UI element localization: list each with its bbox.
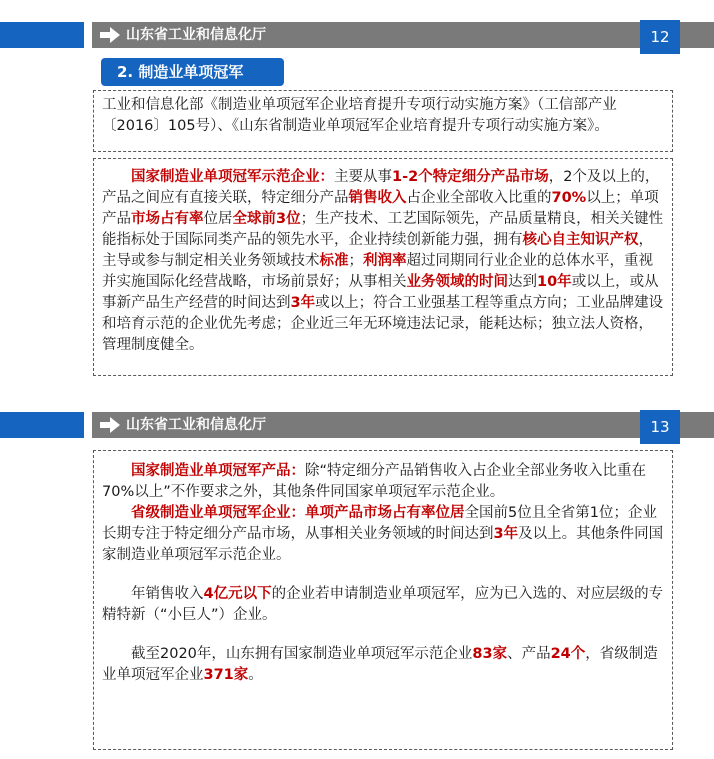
highlight: 标准 [319, 253, 349, 269]
highlight: 24个 [550, 646, 586, 662]
provincial-label: 省级制造业单项冠军企业： [131, 505, 305, 521]
text: ，省级制造业单项冠军企业 [102, 646, 658, 683]
highlight: 全球前3位 [232, 211, 301, 227]
slide-header [0, 22, 714, 48]
slide-13 [0, 412, 714, 759]
text: 或以上；符合工业强基工程等重点方向；工业品牌建设和培育示范的企业优先考虑；企业近三年无环境违法记录，能耗达标；独立法人资格，管理制度健全。 [102, 295, 664, 353]
text: 超过同期同行业企业的总体水平，重视并实施国际化经营战略，市场前景好；从事相关 [102, 253, 653, 290]
product-criteria [102, 461, 664, 503]
text: 达到 [508, 274, 537, 290]
text: 占企业全部收入比重的 [406, 190, 552, 206]
right-arrow-icon [100, 27, 120, 43]
text: ； [348, 253, 363, 269]
champion-rules-box [93, 450, 673, 750]
highlight: 单项产品市场占有率位居 [305, 505, 465, 521]
spacer [102, 626, 664, 644]
champion-criteria-text [102, 167, 664, 356]
section-subtitle: 2. 制造业单项冠军 [101, 58, 284, 86]
highlight: 1-2个特定细分产品市场 [392, 169, 549, 185]
sales-rule [102, 584, 664, 626]
highlight: 利润率 [363, 253, 407, 269]
text: 及以上。其他条件同国家制造业单项冠军示范企业。 [102, 526, 664, 563]
right-arrow-icon [100, 417, 120, 433]
product-label: 国家制造业单项冠军产品： [131, 463, 305, 479]
intro-text: 工业和信息化部《制造业单项冠军企业培育提升专项行动实施方案》（工信部产业〔2016〕105号）、《山东省制造业单项冠军企业培育提升专项行动实施方案》。 [102, 97, 617, 134]
text: ，2个及以上的，产品之间应有直接关联，特定细分产品 [102, 169, 660, 206]
text: 除“特定细分产品销售收入占企业全部业务收入比重在70%以上”不作要求之外，其他条件同国家单项冠军示范企业。 [102, 463, 647, 500]
spacer [102, 566, 664, 584]
text: 的企业若申请制造业单项冠军，应为已入选的、对应层级的专精特新（“小巨人”）企业。 [102, 586, 664, 623]
highlight: 3年 [290, 295, 316, 311]
text: 或以上，或从事新产品生产经营的时间达到 [102, 274, 659, 311]
highlight: 业务领域的时间 [406, 274, 508, 290]
page-number: 13 [640, 410, 680, 444]
slide-header [0, 412, 714, 438]
highlight: 4亿元以下 [203, 586, 272, 602]
header-title: 山东省工业和信息化厅 [126, 417, 266, 433]
champion-label: 国家制造业单项冠军示范企业： [131, 169, 334, 185]
provincial-criteria [102, 503, 664, 566]
text: 以上；单项产品 [102, 190, 659, 227]
text: ；生产技术、工艺国际领先，产品质量精良，相关关键性能指标处于国际同类产品的领先水平，企业持续创新能力强，拥有 [102, 211, 664, 248]
highlight: 销售收入 [348, 190, 407, 206]
champion-criteria-box [93, 158, 673, 376]
text: 位居 [203, 211, 233, 227]
highlight: 市场占有率 [131, 211, 204, 227]
highlight: 核心自主知识产权 [522, 232, 639, 248]
summary-stats [102, 644, 664, 686]
text: 截至2020年，山东拥有国家制造业单项冠军示范企业 [131, 646, 473, 662]
text: ，主导或参与制定相关业务领域技术 [102, 232, 653, 269]
text: 年销售收入 [131, 586, 204, 602]
highlight: 10年 [537, 274, 572, 290]
text: 主要从事 [334, 169, 392, 185]
header-blue-block [0, 412, 84, 438]
text: 。 [248, 667, 263, 683]
text: 、产品 [507, 646, 551, 662]
page-number: 12 [640, 20, 680, 54]
highlight: 83家 [472, 646, 508, 662]
header-blue-block [0, 22, 84, 48]
text: 全国前5位且全省第1位；企业长期专注于特定细分产品市场，从事相关业务领域的时间达到 [102, 505, 657, 542]
header-title: 山东省工业和信息化厅 [126, 27, 266, 43]
highlight: 371家 [203, 667, 249, 683]
intro-box [93, 90, 673, 152]
highlight: 3年 [493, 526, 519, 542]
highlight: 70% [551, 190, 587, 206]
